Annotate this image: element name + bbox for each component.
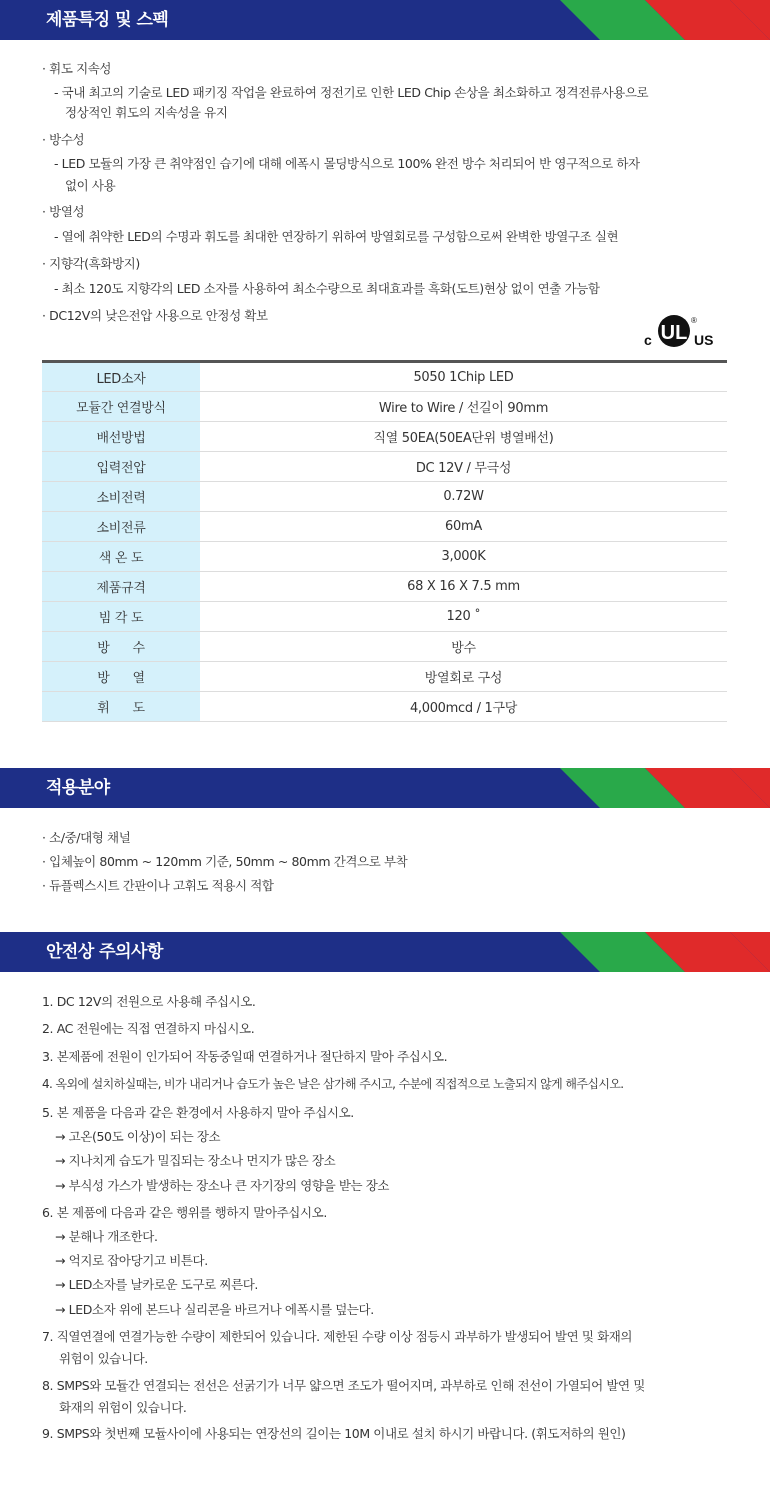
spec-row <box>42 632 727 662</box>
safety-line: 9. SMPS와 첫번째 모듈사이에 사용되는 연장선의 길이는 10M 이내로 설치 하시기 바랍니다. (휘도저하의 원인) <box>42 1426 626 1441</box>
spec-row <box>42 542 727 572</box>
spec-value: 60mA <box>200 512 727 542</box>
spec-value: DC 12V / 무극성 <box>200 452 727 482</box>
safety-line: → LED소자 위에 본드나 실리콘을 바르거나 에폭시를 덮는다. <box>55 1302 374 1317</box>
spec-value: 120 ˚ <box>200 602 727 632</box>
feature-line: · DC12V의 낮은전압 사용으로 안정성 확보 <box>42 308 268 323</box>
spec-row <box>42 482 727 512</box>
spec-row <box>42 452 727 482</box>
culus-certification-logo <box>642 314 730 348</box>
safety-line: 5. 본 제품을 다음과 같은 환경에서 사용하지 말아 주십시오. <box>42 1105 354 1120</box>
feature-line: - 최소 120도 지향각의 LED 소자를 사용하여 최소수량으로 최대효과를 흑화(도트)현상 없이 연출 가능함 <box>54 281 600 296</box>
spec-row <box>42 602 727 632</box>
spec-key: 모듈간 연결방식 <box>42 392 200 422</box>
safety-line: → 부식성 가스가 발생하는 장소나 큰 자기장의 영향을 받는 장소 <box>55 1178 390 1193</box>
spec-row <box>42 422 727 452</box>
spec-row <box>42 572 727 602</box>
safety-line: → LED소자를 날카로운 도구로 찌른다. <box>55 1277 259 1292</box>
spec-value: 5050 1Chip LED <box>200 362 727 392</box>
spec-key: 방 수 <box>42 632 200 662</box>
safety-line: 4. 옥외에 설치하실때는, 비가 내리거나 습도가 높은 날은 삼가해 주시고, 수분에 직접적으로 노출되지 않게 해주십시오. <box>42 1077 624 1091</box>
safety-line: 8. SMPS와 모듈간 연결되는 전선은 선굵기가 너무 얇으면 조도가 떨어지며, 과부하로 인해 전선이 가열되어 발연 및 <box>42 1378 645 1393</box>
header-stripe-graphic <box>550 932 770 972</box>
safety-line: 7. 직열연결에 연결가능한 수량이 제한되어 있습니다. 제한된 수량 이상 점등시 과부하가 발생되어 발연 및 화재의 <box>42 1329 633 1344</box>
svg-text:UL: UL <box>660 322 688 344</box>
feature-line: - 국내 최고의 기술로 LED 패키징 작업을 완료하여 정전기로 인한 LED Chip 손상을 최소화하고 정격전류사용으로 <box>54 85 649 100</box>
feature-line: 없이 사용 <box>65 178 116 193</box>
spec-table <box>42 360 727 722</box>
spec-key: 색 온 도 <box>42 542 200 572</box>
spec-row <box>42 512 727 542</box>
spec-key: 소비전류 <box>42 512 200 542</box>
svg-text:US: US <box>694 332 714 348</box>
safety-line: 위험이 있습니다. <box>59 1351 148 1366</box>
spec-value: 68 X 16 X 7.5 mm <box>200 572 727 602</box>
safety-line: → 지나치게 습도가 밀집되는 장소나 먼지가 많은 장소 <box>55 1153 336 1168</box>
svg-text:c: c <box>644 332 652 348</box>
features-header <box>0 0 770 40</box>
application-line: · 듀플렉스시트 간판이나 고휘도 적용시 적합 <box>42 878 274 893</box>
safety-line: 화재의 위험이 있습니다. <box>59 1400 187 1415</box>
spec-value: 3,000K <box>200 542 727 572</box>
spec-key: 배선방법 <box>42 422 200 452</box>
spec-value: 0.72W <box>200 482 727 512</box>
spec-key: 소비전력 <box>42 482 200 512</box>
safety-line: → 분해나 개조한다. <box>55 1229 158 1244</box>
feature-line: · 지향각(흑화방지) <box>42 256 140 271</box>
safety-line: → 고온(50도 이상)이 되는 장소 <box>55 1129 221 1144</box>
features-title: 제품특징 및 스펙 <box>46 10 169 30</box>
spec-value: Wire to Wire / 선길이 90mm <box>200 392 727 422</box>
safety-line: → 억지로 잡아당기고 비튼다. <box>55 1253 208 1268</box>
safety-line: 6. 본 제품에 다음과 같은 행위를 행하지 말아주십시오. <box>42 1205 327 1220</box>
safety-header <box>0 932 770 972</box>
spec-value: 직열 50EA(50EA단위 병열배선) <box>200 422 727 452</box>
spec-row <box>42 362 727 392</box>
applications-title: 적용분야 <box>46 778 110 798</box>
header-stripe-graphic <box>550 768 770 808</box>
spec-key: 입력전압 <box>42 452 200 482</box>
feature-line: - 열에 취약한 LED의 수명과 휘도를 최대한 연장하기 위하여 방열회로를 구성함으로써 완벽한 방열구조 실현 <box>54 229 619 244</box>
spec-value: 방수 <box>200 632 727 662</box>
spec-value: 방열회로 구성 <box>200 662 727 692</box>
safety-line: 3. 본제품에 전원이 인가되어 작동중일때 연결하거나 절단하지 말아 주십시오. <box>42 1049 448 1064</box>
feature-line: · 방열성 <box>42 204 85 219</box>
feature-line: · 휘도 지속성 <box>42 61 112 76</box>
spec-key: 제품규격 <box>42 572 200 602</box>
spec-value: 4,000mcd / 1구당 <box>200 692 727 722</box>
safety-line: 1. DC 12V의 전원으로 사용해 주십시오. <box>42 994 256 1009</box>
spec-row <box>42 662 727 692</box>
safety-title: 안전상 주의사항 <box>46 942 163 962</box>
feature-line: 정상적인 휘도의 지속성을 유지 <box>65 105 228 120</box>
safety-line: 2. AC 전원에는 직접 연결하지 마십시오. <box>42 1021 255 1036</box>
header-stripe-graphic <box>550 0 770 40</box>
application-line: · 입체높이 80mm ~ 120mm 기준, 50mm ~ 80mm 간격으로 부착 <box>42 854 408 869</box>
svg-text:®: ® <box>691 316 697 325</box>
spec-key: LED소자 <box>42 362 200 392</box>
spec-row <box>42 392 727 422</box>
applications-header <box>0 768 770 808</box>
spec-key: 빔 각 도 <box>42 602 200 632</box>
spec-key: 휘 도 <box>42 692 200 722</box>
spec-key: 방 열 <box>42 662 200 692</box>
spec-row <box>42 692 727 722</box>
feature-line: · 방수성 <box>42 132 85 147</box>
feature-line: - LED 모듈의 가장 큰 취약점인 습기에 대해 에폭시 몰딩방식으로 100% 완전 방수 처리되어 반 영구적으로 하자 <box>54 156 640 171</box>
application-line: · 소/중/대형 채널 <box>42 830 131 845</box>
